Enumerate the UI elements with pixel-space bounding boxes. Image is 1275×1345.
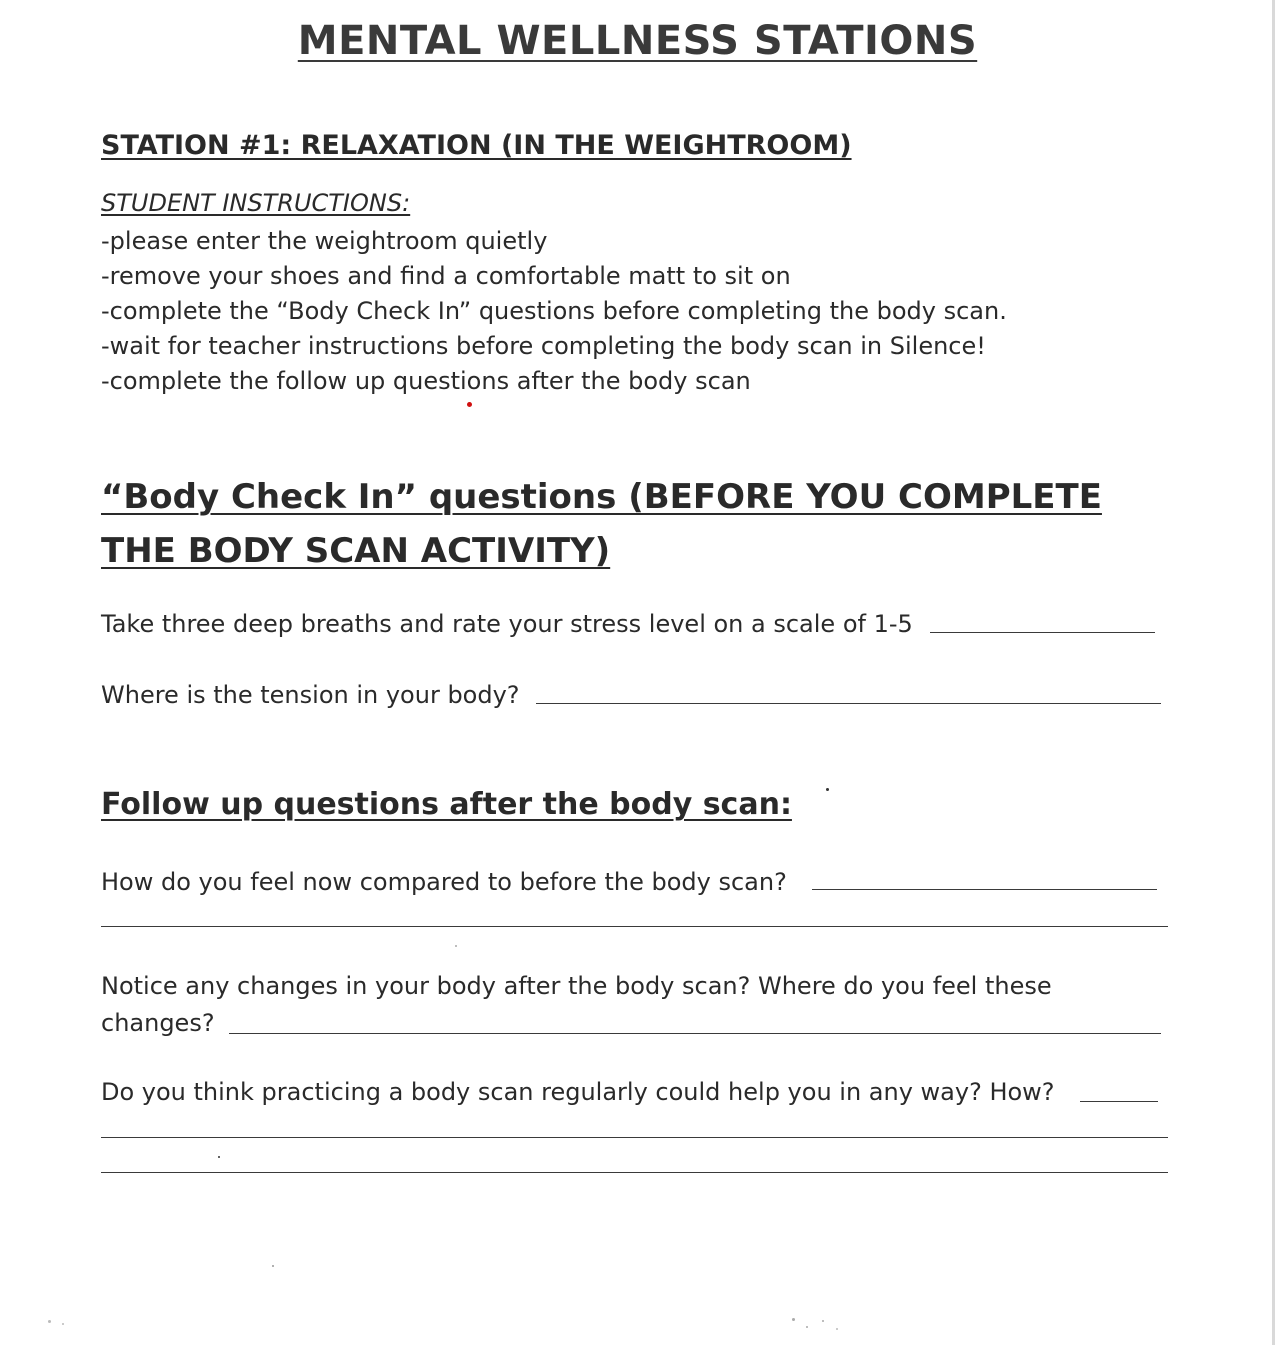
instructions-list [101,224,1007,399]
tension-question: Where is the tension in your body? [101,681,520,709]
feel-now-question: How do you feel now compared to before the body scan? [101,868,787,896]
practice-answer-line[interactable] [1080,1101,1158,1102]
follow-up-heading: Follow up questions after the body scan: [101,787,792,822]
practice-answer-line-2[interactable] [101,1137,1168,1138]
feel-now-answer-line[interactable] [812,889,1157,890]
scan-speck [836,1328,838,1330]
stray-mark [455,945,457,947]
instruction-item: -complete the follow up questions after the body scan [101,367,751,395]
scan-speck [822,1320,824,1322]
practice-question: Do you think practicing a body scan regularly could help you in any way? How? [101,1078,1055,1106]
instruction-item: -please enter the weightroom quietly [101,227,548,255]
body-check-in-heading: “Body Check In” questions (BEFORE YOU COMPLETE THE BODY SCAN ACTIVITY) [101,477,1102,571]
scan-speck [792,1318,795,1321]
instruction-item: -wait for teacher instructions before completing the body scan in Silence! [101,332,986,360]
station-heading: STATION #1: RELAXATION (IN THE WEIGHTROOM) [101,130,852,161]
stray-mark [826,788,829,791]
page-title [0,18,1275,64]
practice-answer-line-3[interactable] [101,1172,1168,1173]
instruction-item: -remove your shoes and find a comfortable matt to sit on [101,262,791,290]
red-ink-dot [467,402,472,407]
stray-mark [272,1265,274,1267]
feel-now-answer-line-2[interactable] [101,926,1168,927]
page-title-text: MENTAL WELLNESS STATIONS [297,18,978,64]
scan-speck [48,1320,51,1323]
scan-speck [62,1323,64,1325]
changes-answer-line[interactable] [229,1033,1161,1034]
stray-mark [218,1156,220,1158]
stress-level-question: Take three deep breaths and rate your stress level on a scale of 1-5 [101,610,913,638]
scan-speck [806,1326,808,1328]
stress-level-answer-line[interactable] [930,632,1155,633]
tension-answer-line[interactable] [536,703,1161,704]
changes-question: Notice any changes in your body after the body scan? Where do you feel these changes? [101,972,1052,1037]
instructions-label: STUDENT INSTRUCTIONS: [101,189,411,217]
instruction-item: -complete the “Body Check In” questions before completing the body scan. [101,297,1007,325]
